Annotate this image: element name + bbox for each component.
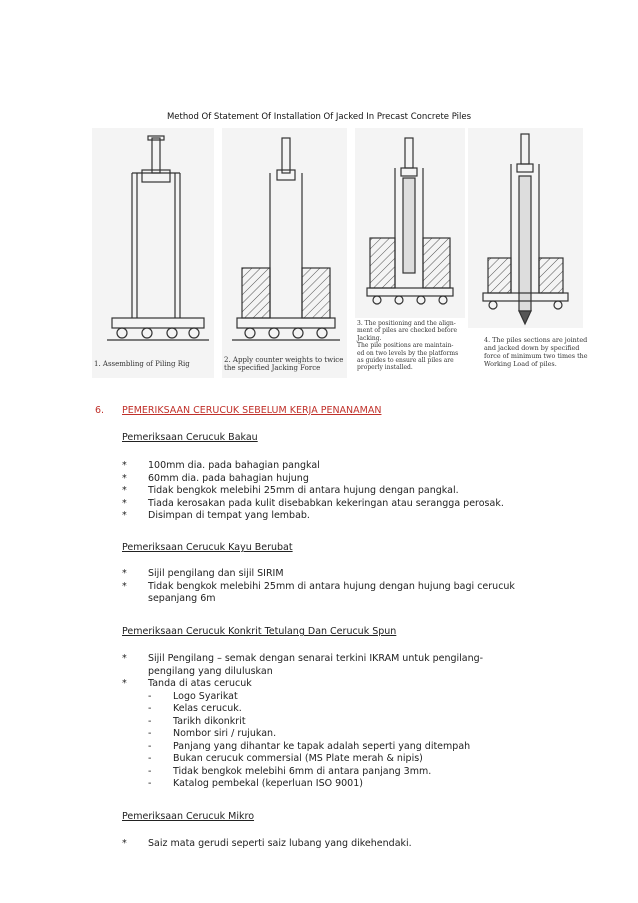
subheading-konkrit-spun: Pemeriksaan Cerucuk Konkrit Tetulang Dan Cerucuk Spun: [122, 626, 397, 637]
bullet: *: [122, 678, 127, 689]
figure-3-caption: 3. The positioning and the align- ment of piles are checked before Jacking. The pile positions are maintain- ed on two levels by the platforms as guides to ensure all piles are properly installed.: [357, 320, 459, 372]
subheading-bakau: Pemeriksaan Cerucuk Bakau: [122, 432, 258, 443]
section-number: 6.: [95, 405, 105, 416]
bullet: *: [122, 510, 127, 521]
bullet: *: [122, 472, 127, 484]
bullet: *: [122, 485, 127, 496]
bullet: *: [122, 580, 127, 592]
sub-list-item: Logo Syarikat: [173, 690, 238, 702]
section-title: PEMERIKSAAN CERUCUK SEBELUM KERJA PENANAMAN: [122, 405, 382, 416]
sub-list-item: Tidak bengkok melebihi 6mm di antara panjang 3mm.: [173, 765, 432, 777]
list-item: Sijil pengilang dan sijil SIRIM: [148, 568, 284, 579]
list-item: 60mm dia. pada bahagian hujung: [148, 472, 309, 484]
bullet: *: [122, 653, 127, 664]
list-item: Saiz mata gerudi seperti saiz lubang yang dikehendaki.: [148, 838, 412, 849]
sub-list-item: Nombor siri / rujukan.: [173, 728, 277, 739]
figure-4-caption: 4. The piles sections are jointed and jacked down by specified force of minimum two times the Working Load of piles.: [484, 336, 588, 368]
subheading-kayu-berubat: Pemeriksaan Cerucuk Kayu Berubat: [122, 542, 293, 553]
figure-piling-rig: [92, 128, 214, 378]
dash: -: [148, 690, 152, 702]
sub-list-item: Tarikh dikonkrit: [173, 715, 246, 727]
list-item-continuation: pengilang yang diluluskan: [148, 665, 273, 677]
figure-counter-weights: [222, 128, 347, 378]
list-item: Tiada kerosakan pada kulit disebabkan kekeringan atau serangga perosak.: [148, 497, 504, 509]
list-item: Sijil Pengilang – semak dengan senarai terkini IKRAM untuk pengilang-: [148, 653, 484, 664]
dash: -: [148, 753, 152, 764]
subheading-mikro: Pemeriksaan Cerucuk Mikro: [122, 811, 255, 822]
figure-1-caption: 1. Assembling of Piling Rig: [94, 360, 190, 368]
figure-pile-jacking: [468, 128, 583, 328]
dash: -: [148, 715, 152, 727]
list-item-continuation: sepanjang 6m: [148, 593, 216, 604]
sub-list-item: Kelas cerucuk.: [173, 703, 242, 714]
bullet: *: [122, 568, 127, 579]
sub-list-item: Katalog pembekal (keperluan ISO 9001): [173, 778, 363, 789]
sub-list-item: Bukan cerucuk commersial (MS Plate merah & nipis): [173, 753, 423, 764]
list-item: Disimpan di tempat yang lembab.: [148, 510, 310, 521]
dash: -: [148, 740, 152, 752]
bullet: *: [122, 838, 127, 849]
list-item: Tidak bengkok melebihi 25mm di antara hujung dengan pangkal.: [148, 485, 459, 496]
figure-pile-positioning: [355, 128, 465, 318]
list-item: 100mm dia. pada bahagian pangkal: [148, 460, 320, 471]
sub-list-item: Panjang yang dihantar ke tapak adalah seperti yang ditempah: [173, 740, 471, 752]
page-header: Method Of Statement Of Installation Of Jacked In Precast Concrete Piles: [166, 112, 472, 122]
dash: -: [148, 703, 152, 714]
dash: -: [148, 765, 152, 777]
dash: -: [148, 778, 152, 789]
figure-2-caption: 2. Apply counter weights to twice the specified Jacking Force: [224, 356, 344, 372]
list-item: Tanda di atas cerucuk: [148, 678, 252, 689]
bullet: *: [122, 497, 127, 509]
dash: -: [148, 728, 152, 739]
list-item: Tidak bengkok melebihi 25mm di antara hujung dengan hujung bagi cerucuk: [148, 580, 515, 592]
bullet: *: [122, 460, 127, 471]
